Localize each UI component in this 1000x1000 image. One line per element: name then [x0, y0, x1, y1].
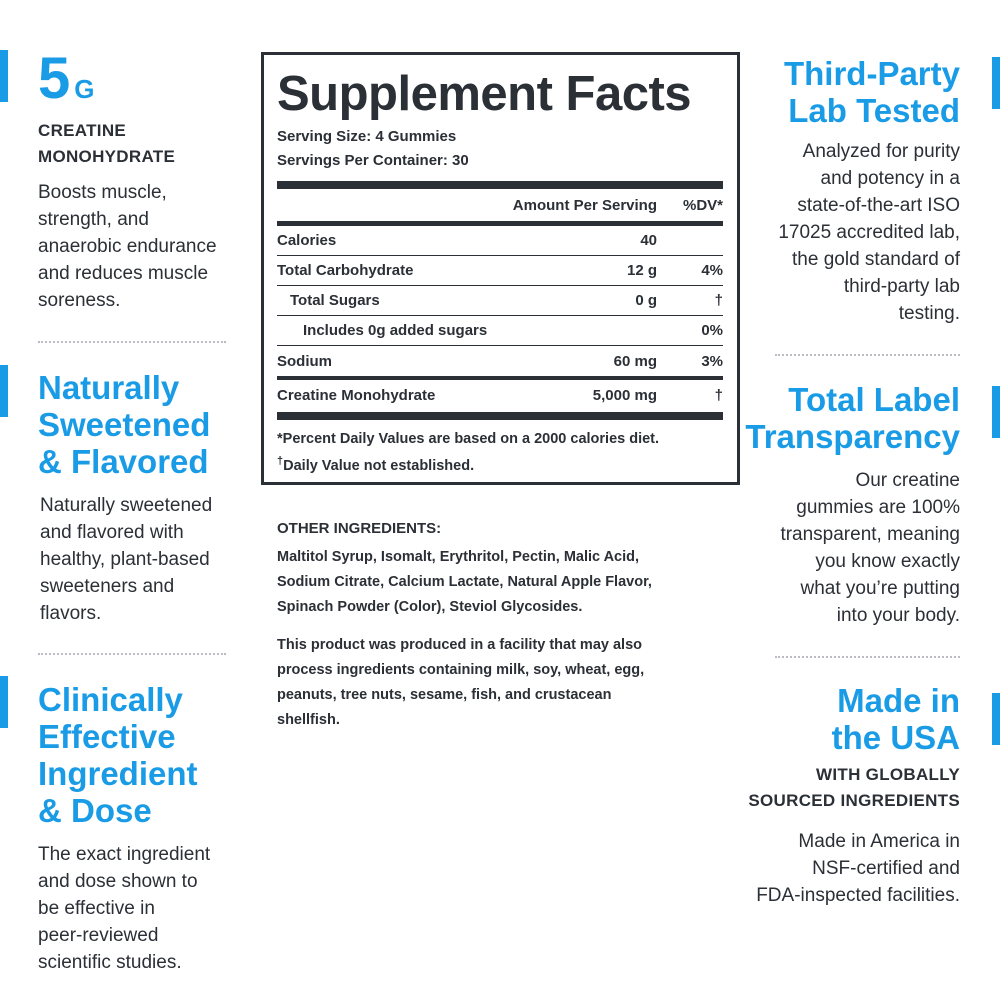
facts-row	[277, 346, 723, 376]
title-line: Sweetened	[38, 406, 211, 443]
text-line: anaerobic endurance	[38, 236, 217, 257]
facts-row	[277, 380, 723, 410]
usa-label-line: WITH GLOBALLY	[816, 765, 960, 784]
usa-section	[720, 682, 960, 909]
text-line: you know exactly	[815, 551, 960, 572]
title-line: Clinically	[38, 681, 183, 718]
ingredients-list	[277, 545, 737, 620]
clinical-section	[38, 681, 253, 976]
footnote-dagger-text: Daily Value not established.	[283, 458, 475, 474]
text-line: 17025 accredited lab,	[778, 222, 960, 243]
text-line: process ingredients containing milk, soy, wheat, egg,	[277, 662, 645, 678]
creatine-dose	[38, 46, 253, 111]
usa-description	[720, 828, 960, 909]
nutrient-name: Creatine Monohydrate	[277, 386, 436, 404]
creatine-label	[38, 118, 253, 170]
text-line: This product was produced in a facility that may also	[277, 637, 642, 653]
title-line: Effective	[38, 718, 176, 755]
servings-per-container: Servings Per Container: 30	[277, 152, 469, 169]
text-line: Analyzed for purity	[802, 141, 960, 162]
text-line: shellfish.	[277, 712, 340, 728]
text-line: Naturally sweetened	[40, 495, 213, 516]
usa-title	[720, 682, 960, 756]
text-line: Maltitol Syrup, Isomalt, Erythritol, Pectin, Malic Acid,	[277, 549, 640, 565]
nutrient-name: Total Carbohydrate	[277, 262, 414, 279]
nutrient-amount: 60 mg	[613, 352, 657, 370]
text-line: FDA-inspected facilities.	[756, 885, 960, 906]
facts-row	[277, 316, 723, 346]
text-line: and potency in a	[820, 168, 960, 189]
text-line: strength, and	[38, 209, 149, 230]
divider	[775, 354, 960, 356]
sweetened-description	[38, 492, 253, 627]
nutrient-dv: 0%	[701, 322, 723, 339]
text-line: Boosts muscle,	[38, 182, 167, 203]
text-line: Spinach Powder (Color), Steviol Glycosides.	[277, 599, 583, 615]
text-line: peer-reviewed	[38, 925, 159, 946]
sweetened-title	[38, 369, 253, 480]
lab-section	[720, 55, 960, 327]
allergen-statement	[277, 633, 737, 733]
text-line: third-party lab	[843, 276, 960, 297]
facts-header-row	[277, 189, 723, 222]
transparency-title	[720, 381, 960, 455]
title-line: Transparency	[745, 418, 960, 455]
text-line: the gold standard of	[792, 249, 960, 270]
nutrient-name: Total Sugars	[290, 292, 380, 309]
creatine-label-line: MONOHYDRATE	[38, 147, 176, 166]
dagger-mark: †	[277, 455, 284, 468]
clinical-title	[38, 681, 253, 829]
nutrient-amount: 40	[640, 232, 657, 249]
dose-unit: G	[74, 74, 95, 104]
facts-row	[277, 226, 723, 256]
text-line: flavors.	[40, 603, 102, 624]
text-line: Our creatine	[855, 470, 960, 491]
transparency-description	[720, 467, 960, 629]
creatine-section	[38, 46, 253, 314]
title-line: Ingredient	[38, 755, 198, 792]
supplement-facts-panel	[261, 52, 740, 485]
ingredients-heading: OTHER INGREDIENTS:	[277, 520, 442, 537]
title-line: Made in	[837, 682, 960, 719]
title-line: & Flavored	[38, 443, 209, 480]
text-line: NSF-certified and	[812, 858, 960, 879]
text-line: gummies are 100%	[796, 497, 960, 518]
title-line: Lab Tested	[788, 92, 960, 129]
text-line: Sodium Citrate, Calcium Lactate, Natural Apple Flavor,	[277, 574, 652, 590]
text-line: The exact ingredient	[38, 844, 211, 865]
facts-footnotes	[277, 426, 723, 480]
accent-bar-right-1	[992, 57, 1000, 109]
usa-label	[720, 762, 960, 814]
divider	[775, 656, 960, 658]
nutrient-name: Sodium	[277, 352, 332, 370]
dose-amount: 5	[38, 46, 71, 111]
title-line: Third-Party	[783, 55, 960, 92]
other-ingredients	[277, 517, 737, 733]
lab-description	[720, 138, 960, 327]
facts-row	[277, 256, 723, 286]
text-line: into your body.	[836, 605, 960, 626]
facts-title: Supplement Facts	[277, 67, 692, 121]
facts-row	[277, 286, 723, 316]
divider	[38, 653, 226, 655]
text-line: Made in America in	[798, 831, 960, 852]
nutrient-dv: 4%	[701, 262, 723, 279]
accent-bar-right-3	[992, 693, 1000, 745]
thick-rule	[277, 181, 723, 189]
accent-bar-left-2	[0, 365, 8, 417]
text-line: and flavored with	[40, 522, 184, 543]
text-line: testing.	[898, 303, 960, 324]
accent-bar-left-3	[0, 676, 8, 728]
header-amount: Amount Per Serving	[512, 196, 657, 214]
text-line: sweeteners and	[40, 576, 175, 597]
text-line: what you’re putting	[800, 578, 960, 599]
text-line: scientific studies.	[38, 952, 182, 973]
nutrient-dv: 3%	[701, 352, 723, 370]
sweetened-section	[38, 369, 253, 627]
accent-bar-left-1	[0, 50, 8, 102]
footnote-dv: *Percent Daily Values are based on a 2000 calories diet.	[277, 431, 660, 447]
text-line: soreness.	[38, 290, 121, 311]
text-line: and dose shown to	[38, 871, 198, 892]
nutrient-dv: †	[714, 386, 723, 404]
header-dv: %DV*	[682, 196, 723, 214]
left-column	[38, 46, 253, 976]
nutrient-amount: 5,000 mg	[592, 386, 657, 404]
right-column	[720, 55, 960, 909]
divider	[38, 341, 226, 343]
text-line: peanuts, tree nuts, sesame, fish, and crustacean	[277, 687, 612, 703]
text-line: state-of-the-art ISO	[797, 195, 960, 216]
nutrient-dv: †	[714, 292, 723, 309]
title-line: Total Label	[788, 381, 960, 418]
nutrient-amount: 0 g	[635, 292, 657, 309]
serving-size: Serving Size: 4 Gummies	[277, 128, 457, 145]
lab-title	[720, 55, 960, 129]
footnote-dagger	[277, 453, 723, 480]
title-line: & Dose	[38, 792, 152, 829]
text-line: healthy, plant-based	[40, 549, 210, 570]
nutrient-name: Calories	[277, 232, 337, 249]
thick-rule	[277, 412, 723, 420]
transparency-section	[720, 381, 960, 629]
accent-bar-right-2	[992, 386, 1000, 438]
usa-label-line: SOURCED INGREDIENTS	[748, 791, 960, 810]
clinical-description	[38, 841, 253, 976]
title-line: Naturally	[38, 369, 180, 406]
creatine-description	[38, 179, 253, 314]
nutrient-amount: 12 g	[626, 262, 657, 279]
creatine-label-line: CREATINE	[38, 121, 127, 140]
title-line: the USA	[831, 719, 960, 756]
text-line: and reduces muscle	[38, 263, 209, 284]
nutrient-name: Includes 0g added sugars	[303, 322, 488, 339]
text-line: be effective in	[38, 898, 155, 919]
text-line: transparent, meaning	[780, 524, 960, 545]
